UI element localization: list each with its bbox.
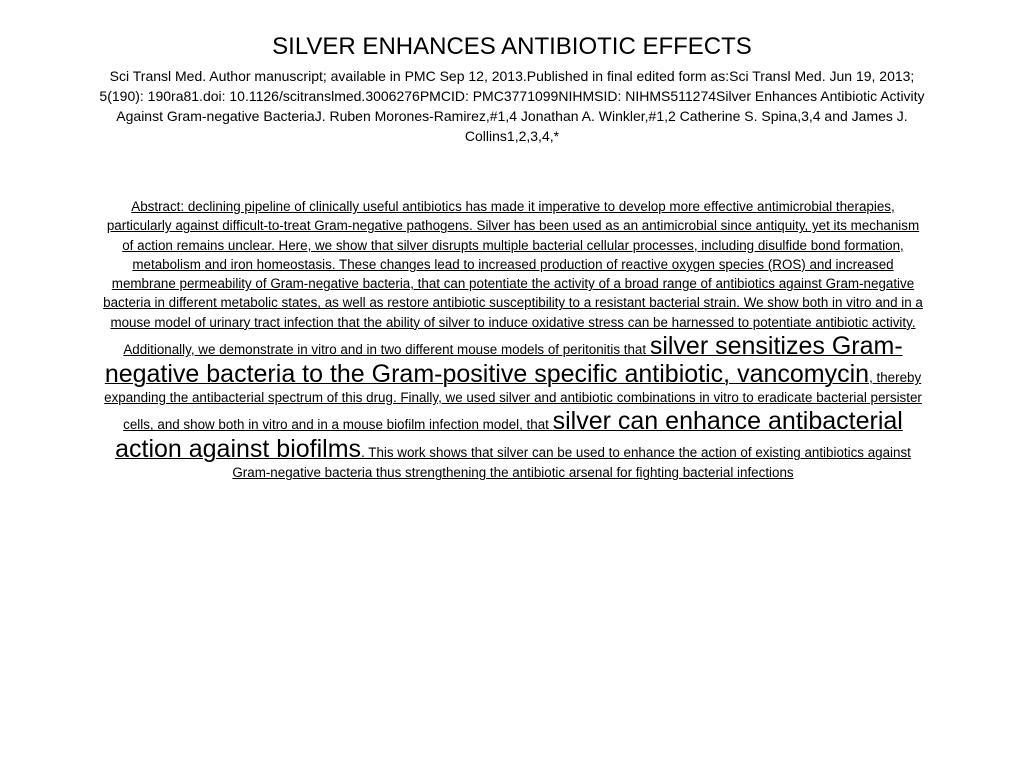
abstract-highlight-biofilms: silver can enhance antibacterial action against biofilms: [115, 407, 903, 464]
abstract-paragraph: [100, 197, 926, 483]
citation-text: Sci Transl Med. Author manuscript; available in PMC Sep 12, 2013.Published in final edited form as:Sci Transl Med. Jun 19, 2013; 5(190): 190ra81.doi: 10.1126/scitranslmed.3006276PMCID: PMC3771099NIHMSID: NIHMS511274Silver Enhances Antibiotic Activity Against Gram-negative BacteriaJ. Ruben Morones-Ramirez,#1,4 Jonathan A. Winkler,#1,2 Catherine S. Spina,3,4 and James J. Collins1,2,3,4,*: [99, 68, 925, 144]
abstract-text-part-3: . This work shows that silver can be used to enhance the action of existing antibiotics against Gram-negative bacteria thus strengthening the antibiotic arsenal for fighting bacterial infections: [232, 445, 911, 481]
abstract-text-part-1: Abstract: declining pipeline of clinically useful antibiotics has made it imperative to develop more effective antimicrobial therapies, particularly against difficult-to-treat Gram-negative pathogens. Silver has been used as an antimicrobial since antiquity, yet its mechanism of action remains unclear. Here, we show that silver disrupts multiple bacterial cellular processes, including disulfide bond formation, metabolism and iron homeostasis. These changes lead to increased production of reactive oxygen species (ROS) and increased membrane permeability of Gram-negative bacteria, that can potentiate the activity of a broad range of antibiotics against Gram-negative bacteria in different metabolic states, as well as restore antibiotic susceptibility to a resistant bacterial strain. We show both in vitro and in a mouse model of urinary tract infection that the ability of silver to induce oxidative stress can be harnessed to potentiate antibiotic activity. Additionally, we demonstrate in vitro and in two different mouse models of peritonitis that: [103, 199, 923, 358]
abstract-highlight-vancomycin: silver sensitizes Gram-negative bacteria to the Gram-positive specific antibiotic, vancomycin: [104, 332, 903, 389]
abstract-text-part-2: , thereby expanding the antibacterial spectrum of this drug. Finally, we used silver and antibiotic combinations in vitro to eradicate bacterial persister cells, and show both in vitro and in a mouse biofilm infection model, that: [104, 370, 922, 433]
slide-title: SILVER ENHANCES ANTIBIOTIC EFFECTS: [272, 33, 752, 60]
